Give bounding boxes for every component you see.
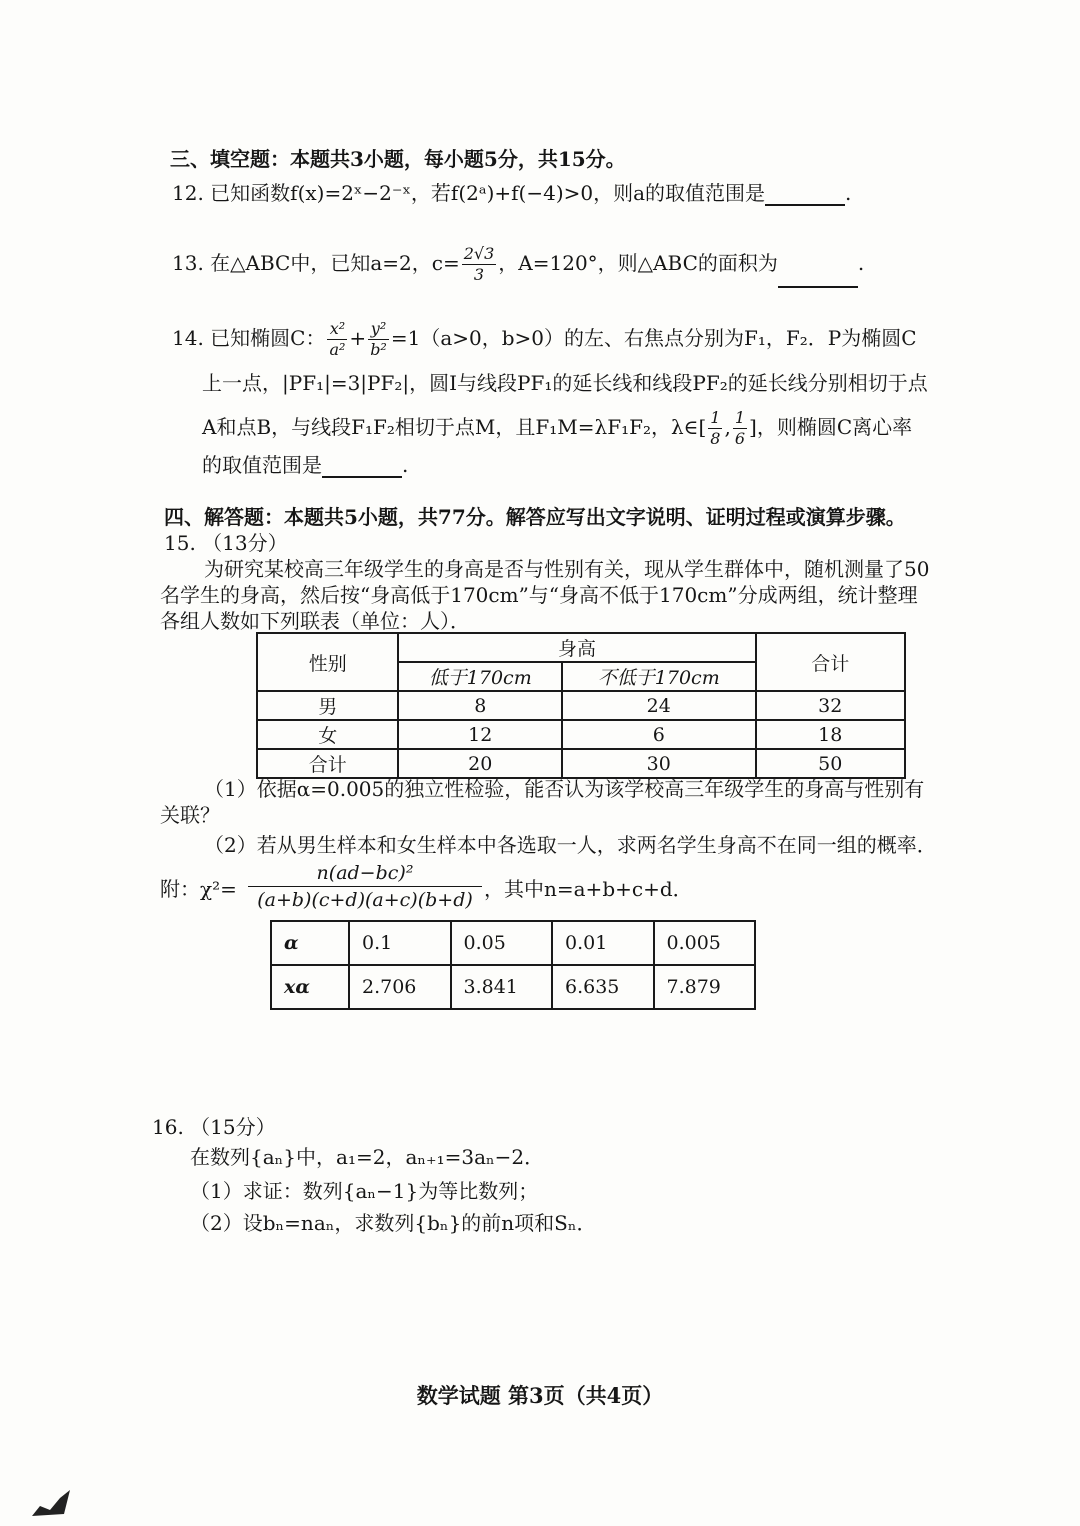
cell: 0.005 xyxy=(654,921,756,965)
row-label: 合计 xyxy=(257,749,398,778)
question-14-line1 xyxy=(172,314,917,362)
cell: 0.01 xyxy=(552,921,654,965)
appendix-label: 附：χ²= xyxy=(160,877,237,901)
q13-frac-den: 3 xyxy=(473,265,485,284)
q15-sub2: （2）若从男生样本和女生样本中各选取一人，求两名学生身高不在同一组的概率． xyxy=(204,833,937,857)
question-12: 12. 已知函数f(x)=2ˣ−2⁻ˣ，若f(2ᵃ)+f(−4)>0，则a的取值范围是 . xyxy=(172,181,852,205)
question-14-line2: 上一点，|PF₁|=3|PF₂|，圆I与线段PF₁的延长线和线段PF₂的延长线分别相切于点 xyxy=(202,371,928,395)
cell-total: 50 xyxy=(756,749,906,778)
q14-frac-upper-den: 6 xyxy=(734,429,746,448)
cell: 2.706 xyxy=(349,965,451,1009)
cell-low: 20 xyxy=(398,749,562,778)
cell: 0.1 xyxy=(349,921,451,965)
chi-square-fraction xyxy=(248,862,482,911)
q15-paragraph-3: 各组人数如下列联表（单位：人）． xyxy=(160,609,470,633)
section4-heading: 四、解答题：本题共5小题，共77分。解答应写出文字说明、证明过程或演算步骤。 xyxy=(164,505,906,529)
row-label: 女 xyxy=(257,720,398,749)
th-total: 合计 xyxy=(756,633,906,691)
cell-low: 8 xyxy=(398,691,562,720)
q14-line4-text: 的取值范围是 xyxy=(202,453,322,477)
th-low-170: 低于170cm xyxy=(398,662,562,691)
q14-frac-x-den: a² xyxy=(329,340,346,359)
q15-title: 15. （13分） xyxy=(164,531,288,555)
q16-line1: 在数列{aₙ}中，a₁=2，aₙ₊₁=3aₙ−2． xyxy=(190,1145,545,1169)
q13-text-post: ，A=120°，则△ABC的面积为 xyxy=(498,251,778,275)
th-height: 身高 xyxy=(398,633,755,662)
cell: 0.05 xyxy=(451,921,553,965)
table-row xyxy=(257,691,905,720)
q16-line2: （1）求证：数列{aₙ−1}为等比数列； xyxy=(190,1179,539,1203)
cell: 6.635 xyxy=(552,965,654,1009)
q14-frac-upper-num: 1 xyxy=(734,408,746,427)
row-label: 男 xyxy=(257,691,398,720)
q14-text-pre: 14. 已知椭圆C： xyxy=(172,326,326,350)
q15-paragraph-2: 名学生的身高，然后按“身高低于170cm”与“身高不低于170cm”分成两组，统计整理 xyxy=(160,583,918,607)
q15-sub1-line2: 关联？ xyxy=(160,803,220,827)
q16-line3: （2）设bₙ=naₙ，求数列{bₙ}的前n项和Sₙ． xyxy=(190,1211,597,1235)
table-row xyxy=(257,720,905,749)
q14-frac-x xyxy=(327,321,347,358)
table-row xyxy=(271,921,755,965)
q14-line3-pre: A和点B，与线段F₁F₂相切于点M，且F₁M=λF₁F₂，λ∈[ xyxy=(202,415,707,439)
question-13: 13. 在△ABC中，已知a=2，c= $\frac{2√3}{3}$ ，A=120°，则△ABC的面积为 . xyxy=(172,238,864,288)
q12-answer-blank xyxy=(765,184,845,206)
th-gender: 性别 xyxy=(257,633,398,691)
q14-text-post: =1（a>0，b>0）的左、右焦点分别为F₁，F₂．P为椭圆C xyxy=(390,326,917,350)
appendix-post: ，其中n=a+b+c+d． xyxy=(484,877,693,901)
q13-fraction xyxy=(462,246,497,283)
q14-frac-x-num: x² xyxy=(327,321,347,340)
th-high-170: 不低于170cm xyxy=(562,662,755,691)
cell-high: 24 xyxy=(562,691,755,720)
q14-frac-upper xyxy=(733,410,747,447)
question-14-line3 xyxy=(202,404,912,450)
q16-title: 16. （15分） xyxy=(152,1115,276,1139)
q15-sub1-line1: （1）依据α=0.005的独立性检验，能否认为该学校高三年级学生的身高与性别有 xyxy=(204,777,925,801)
scan-corner-mark xyxy=(30,1488,72,1518)
cell-high: 30 xyxy=(562,749,755,778)
cell-alpha: α xyxy=(271,921,349,965)
q14-frac-lower-den: 8 xyxy=(710,429,721,448)
table-row xyxy=(257,749,905,778)
cell: 3.841 xyxy=(451,965,553,1009)
chi-square-denominator: (a+b)(c+d)(a+c)(b+d) xyxy=(257,889,473,911)
q14-comma: , xyxy=(724,415,731,439)
q14-plus: + xyxy=(349,326,367,350)
critical-value-table xyxy=(270,920,756,1010)
section3-heading: 三、填空题：本题共3小题，每小题5分，共15分。 xyxy=(170,147,626,171)
cell-high: 6 xyxy=(562,720,755,749)
q13-frac-num: 2√3 xyxy=(463,244,495,263)
q14-answer-blank xyxy=(322,456,402,478)
q13-text-pre: 13. 在△ABC中，已知a=2，c= xyxy=(172,251,460,275)
q13-answer-blank xyxy=(778,266,858,288)
cell-total: 32 xyxy=(756,691,906,720)
chi-square-numerator: n(ad−bc)² xyxy=(248,862,482,887)
q14-frac-lower xyxy=(708,410,722,447)
cell: 7.879 xyxy=(654,965,756,1009)
question-14-line4: 的取值范围是 . xyxy=(202,453,409,477)
q14-frac-lower-num: 1 xyxy=(710,408,721,427)
q14-frac-y xyxy=(368,321,389,358)
table-row xyxy=(271,965,755,1009)
q14-line3-post: ]，则椭圆C离心率 xyxy=(749,415,913,439)
cell-low: 12 xyxy=(398,720,562,749)
q12-text: 12. 已知函数f(x)=2ˣ−2⁻ˣ，若f(2ᵃ)+f(−4)>0，则a的取值范围是 xyxy=(172,181,766,205)
q14-frac-y-den: b² xyxy=(370,340,387,359)
q14-frac-y-num: y² xyxy=(368,321,389,340)
cell-x-alpha: xα xyxy=(271,965,349,1009)
cell-total: 18 xyxy=(756,720,906,749)
page-footer: 数学试题 第3页（共4页） xyxy=(416,1383,664,1408)
contingency-table xyxy=(256,632,906,779)
q15-paragraph-1: 为研究某校高三年级学生的身高是否与性别有关，现从学生群体中，随机测量了50 xyxy=(204,557,930,581)
